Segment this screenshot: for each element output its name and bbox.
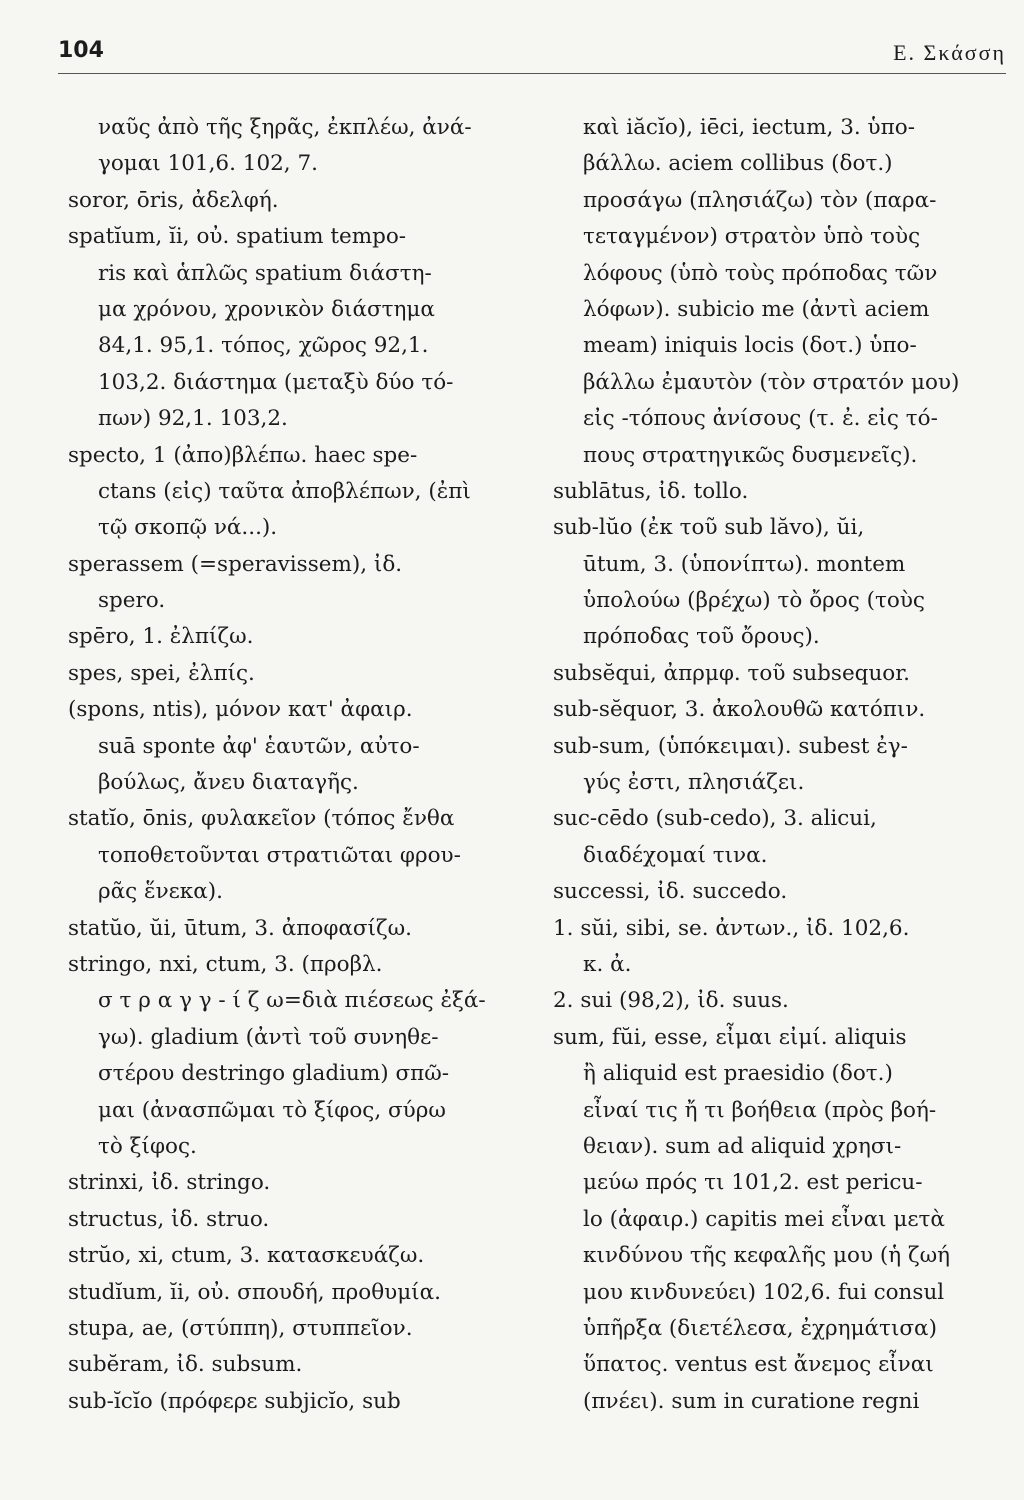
entry-continuation-line: εἰς -τόπους ἀνίσους (τ. ἐ. εἰς τό- xyxy=(583,406,938,432)
entry-continuation-line: ctans (εἰς) ταῦτα ἀποβλέπων, (ἐπὶ xyxy=(98,478,471,504)
dictionary-entry-line: subĕram, ἰδ. subsum. xyxy=(68,1352,303,1378)
entry-continuation-line: suā sponte ἀφ' ἑαυτῶν, αὐτο- xyxy=(98,733,420,759)
entry-continuation-line: στέρου destringo gladium) σπῶ- xyxy=(98,1061,450,1087)
entry-continuation-line: πρόποδας τοῦ ὄρους). xyxy=(583,624,820,650)
entry-continuation-line: ρᾶς ἕνεκα). xyxy=(98,879,223,905)
dictionary-entry-line: sum, fŭi, esse, εἶμαι εἰμί. aliquis xyxy=(553,1024,907,1050)
dictionary-entry-line: successi, ἰδ. succedo. xyxy=(553,879,788,905)
entry-continuation-line: ὕπατος. ventus est ἄνεμος εἶναι xyxy=(583,1352,934,1378)
entry-continuation-line: meam) iniquis locis (δοτ.) ὑπο- xyxy=(583,333,917,359)
dictionary-entry-line: statĭo, ōnis, φυλακεῖον (τόπος ἔνθα xyxy=(68,806,455,832)
dictionary-entry-line: subsĕqui, ἀπρμφ. τοῦ subsequor. xyxy=(553,660,910,686)
dictionary-entry-line: structus, ἰδ. struo. xyxy=(68,1206,270,1232)
entry-continuation-line: βάλλω. aciem collibus (δοτ.) xyxy=(583,151,893,177)
dictionary-entry-line: spatĭum, ĭi, οὐ. spatium tempo- xyxy=(68,224,407,250)
entry-continuation-line: καὶ iăcĭo), iēci, iectum, 3. ὑπο- xyxy=(583,115,915,140)
left-column xyxy=(68,110,520,1420)
entry-continuation-line: προσάγω (πλησιάζω) τὸν (παρα- xyxy=(583,187,937,213)
dictionary-entry-line: stringo, nxi, ctum, 3. (προβλ. xyxy=(68,951,383,977)
dictionary-entry-line: 2. sui (98,2), ἰδ. suus. xyxy=(553,988,789,1014)
entry-continuation-line: (πνέει). sum in curatione regni xyxy=(583,1388,920,1414)
dictionary-entry-line: statŭo, ŭi, ūtum, 3. ἀποφασίζω. xyxy=(68,915,413,941)
entry-continuation-line: γύς ἐστι, πλησιάζει. xyxy=(583,770,805,796)
entry-continuation-line: θειαν). sum ad aliquid χρησι- xyxy=(583,1133,902,1159)
dictionary-entry-line: (spons, ntis), μόνον κατ' ἀφαιρ. xyxy=(68,697,413,723)
dictionary-entry-line: soror, ōris, ἀδελφή. xyxy=(68,187,279,213)
dictionary-entry-line: sperassem (=speravissem), ἰδ. xyxy=(68,551,403,577)
dictionary-entry-line: sub-lŭo (ἐκ τοῦ sub lăvo), ŭi, xyxy=(553,515,865,541)
entry-continuation-line: ἢ aliquid est praesidio (δοτ.) xyxy=(583,1061,893,1087)
dictionary-entry-line: sublātus, ἰδ. tollo. xyxy=(553,478,749,504)
entry-continuation-line: εἶναί τις ἤ τι βοήθεια (πρὸς βοή- xyxy=(583,1097,937,1123)
entry-continuation-line: βάλλω ἐμαυτὸν (τὸν στρατόν μου) xyxy=(583,369,960,395)
dictionary-entry-line: 1. sŭi, sibi, se. ἀντων., ἰδ. 102,6. xyxy=(553,915,910,941)
entry-continuation-line: 103,2. διάστημα (μεταξὺ δύο τό- xyxy=(98,369,454,395)
entry-continuation-line: spero. xyxy=(98,588,166,614)
dictionary-entry-line: spes, spei, ἐλπίς. xyxy=(68,660,255,686)
entry-continuation-line: διαδέχομαί τινα. xyxy=(583,842,768,868)
entry-continuation-line: κινδύνου τῆς κεφαλῆς μου (ἡ ζωή xyxy=(583,1243,951,1269)
entry-continuation-line: ὑπῆρξα (διετέλεσα, ἐχρημάτισα) xyxy=(583,1315,937,1341)
entry-continuation-line: lo (ἀφαιρ.) capitis mei εἶναι μετὰ xyxy=(583,1206,945,1232)
entry-continuation-line: 84,1. 95,1. τόπος, χῶρος 92,1. xyxy=(98,333,429,359)
entry-continuation-line: πων) 92,1. 103,2. xyxy=(98,406,288,432)
entry-continuation-line: γω). gladium (ἀντὶ τοῦ συνηθε- xyxy=(98,1024,439,1050)
right-column xyxy=(553,110,998,1420)
entry-continuation-line: ūtum, 3. (ὑπονίπτω). montem xyxy=(583,551,906,577)
page-header xyxy=(58,36,1006,76)
entry-continuation-line: τῷ σκοπῷ νά...). xyxy=(98,515,278,541)
entry-continuation-line: ris καὶ ἁπλῶς spatium διάστη- xyxy=(98,260,432,286)
entry-continuation-line: μου κινδυνεύει) 102,6. fui consul xyxy=(583,1279,945,1305)
dictionary-entry-line: sub-sĕquor, 3. ἀκολουθῶ κατόπιν. xyxy=(553,697,926,723)
entry-continuation-line: κ. ἀ. xyxy=(583,951,632,977)
dictionary-entry-line: studĭum, ĭi, οὐ. σπουδή, προθυμία. xyxy=(68,1279,441,1305)
entry-continuation-line: μεύω πρός τι 101,2. est pericu- xyxy=(583,1170,923,1196)
dictionary-entry-line: stupa, ae, (στύππη), στυππεῖον. xyxy=(68,1315,413,1341)
dictionary-entry-line: spēro, 1. ἐλπίζω. xyxy=(68,624,254,650)
entry-continuation-line: πους στρατηγικῶς δυσμενεῖς). xyxy=(583,442,918,468)
entry-continuation-line: βούλως, ἄνευ διαταγῆς. xyxy=(98,770,359,796)
entry-continuation-line: τοποθετοῦνται στρατιῶται φρου- xyxy=(98,842,461,868)
entry-continuation-line: ναῦς ἀπὸ τῆς ξηρᾶς, ἐκπλέω, ἀνά- xyxy=(98,115,472,140)
page-number: 104 xyxy=(58,38,104,63)
entry-continuation-line: γομαι 101,6. 102, 7. xyxy=(98,151,318,177)
dictionary-entry-line: sub-sum, (ὑπόκειμαι). subest ἐγ- xyxy=(553,733,908,759)
entry-continuation-line: ὑπολούω (βρέχω) τὸ ὄρος (τοὺς xyxy=(583,588,925,614)
entry-continuation-line: μαι (ἀνασπῶμαι τὸ ξίφος, σύρω xyxy=(98,1097,446,1123)
entry-continuation-line: σ τ ρ α γ γ - ί ζ ω=διὰ πιέσεως ἐξά- xyxy=(98,988,486,1014)
entry-continuation-line: τεταγμένον) στρατὸν ὑπὸ τοὺς xyxy=(583,224,921,250)
dictionary-entry-line: strŭo, xi, ctum, 3. κατασκευάζω. xyxy=(68,1243,425,1269)
dictionary-entry-line: strinxi, ἰδ. stringo. xyxy=(68,1170,271,1196)
entry-continuation-line: μα χρόνου, χρονικὸν διάστημα xyxy=(98,296,435,322)
entry-continuation-line: λόφους (ὑπὸ τοὺς πρόποδας τῶν xyxy=(583,260,938,286)
dictionary-entry-line: sub-ĭcĭo (πρόφερε subjicĭo, sub xyxy=(68,1388,401,1414)
running-head: Ε. Σκάσση xyxy=(893,40,1006,65)
entry-continuation-line: λόφων). subicio me (ἀντὶ aciem xyxy=(583,296,930,322)
entry-continuation-line: τὸ ξίφος. xyxy=(98,1133,197,1159)
header-rule xyxy=(58,73,1006,74)
dictionary-entry-line: suc-cēdo (sub-cedo), 3. alicui, xyxy=(553,806,877,832)
dictionary-entry-line: specto, 1 (ἀπο)βλέπω. haec spe- xyxy=(68,442,418,468)
